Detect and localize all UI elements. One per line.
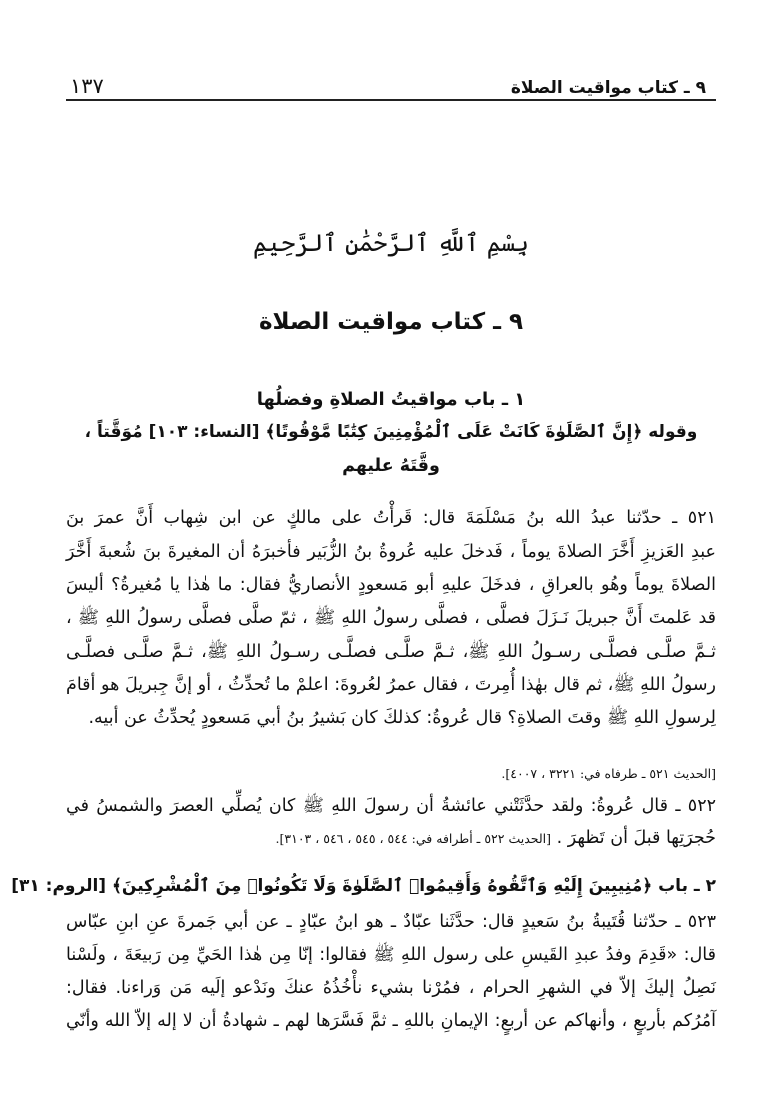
page-number: ١٣٧ (70, 74, 104, 98)
bab-2-heading: ٢ ـ باب ﴿مُنِيبِينَ إِلَيْهِ وَٱتَّقُوهُ وَأَقِيمُوا۟ ٱلصَّلَوٰةَ وَلَا تَكُونُوا۟ مِنَ ٱلْمُشْرِكِينَ﴾ [الروم: ٣١] (11, 876, 716, 896)
bab-heading: ١ ـ باب مواقيتُ الصلاةِ وفضلُها (256, 389, 526, 410)
bab-verse-line: وقوله ﴿إِنَّ ٱلصَّلَوٰةَ كَانَتْ عَلَى ٱلْمُؤْمِنِينَ كِتَٰبًا مَّوْقُوتًا﴾ [النساء: ١٠٣] مُوَقَّتاً ، (84, 422, 698, 442)
bab-verse-line: وقَّتَهُ عليهم (342, 456, 440, 476)
hadith-line: قد عَلمتَ أَنَّ جبريلَ نَـزَلَ فصلَّى ، فصلَّى رسولُ اللهِ ﷺ ، ثمّ صلَّى فصلَّى رسولُ اللهِ ﷺ ، (66, 608, 716, 628)
hadith-line: ٥٢٢ ـ قال عُروةُ: ولقد حدَّثَتْني عائشةُ أن رسولَ اللهِ ﷺ كان يُصلِّي العصرَ والشمسُ في (66, 796, 716, 816)
hadith-reference: [الحديث ٥٢١ ـ طرفاه في: ٣٢٢١ ، ٤٠٠٧]. (501, 766, 716, 781)
hadith-line: رسولُ اللهِ ﷺ، ثم قال بهٰذا أُمِرتَ ، فقال عمرُ لعُروةَ: اعلمْ ما تُحدِّثُ ، أو إنَّ جِبريلَ هو أقامَ (66, 675, 716, 695)
hadith-reference: [الحديث ٥٢٢ ـ أطرافه في: ٥٤٤ ، ٥٤٥ ، ٥٤٦ ، ٣١٠٣]. (275, 831, 551, 846)
book-title: ٩ ـ كتاب مواقيت الصلاة (258, 309, 523, 335)
hadith-line (66, 826, 716, 851)
hadith-line: لِرسولِ اللهِ ﷺ وقتَ الصلاةِ؟ قال عُروةُ: كذلكَ كان بَشيرُ بنُ أبي مَسعودٍ يُحدِّثُ عن أبيه. (88, 708, 716, 728)
header-rule (66, 99, 716, 101)
running-title: ٩ ـ كتاب مواقيت الصلاة (510, 78, 706, 98)
hadith-line: آمُرُكم بأربعٍ ، وأنهاكم عن أربعٍ: الإيمانِ باللهِ ـ ثمَّ فَسَّرَها لهم ـ شهادةُ أن لا إله إلاّ الله وأنّي (66, 1011, 716, 1031)
hadith-line: عبدِ العَزيزِ أَخَّرَ الصلاةَ يوماً ، فَدخلَ عليه عُروةُ بنُ الزُّبَير فأخبرَهُ أن المغيرةَ بنَ شُعبةَ أَخَّرَ (66, 542, 716, 562)
basmala: بِسْمِ ٱللَّهِ ٱلرَّحْمَٰنِ ٱلرَّحِيمِ (252, 229, 529, 257)
hadith-line: قال: «قَدِمَ وفدُ عبدِ القَيسِ على رسول اللهِ ﷺ فقالوا: إنّا مِن هٰذا الحَيِّ مِن رَبيعَةَ ، ولَسْنا (66, 945, 716, 965)
hadith-line: الصلاةَ يوماً وهُو بالعراقِ ، فدخَلَ عليهِ أبو مَسعودٍ الأنصاريُّ فقال: ما هٰذا يا مُغيرةُ؟ أليسَ (66, 575, 716, 595)
hadith-text: حُجرَتِها قبلَ أن تَظهرَ . (556, 828, 716, 848)
hadith-line: ٥٢١ ـ حدّثنا عبدُ الله بنُ مَسْلَمَةَ قال: قَرأْتُ على مالكٍ عن ابن شِهاب أَنَّ عمرَ بنَ (66, 508, 716, 528)
hadith-line: ثـمَّ صلَّـى فصلَّـى رسـولُ اللهِ ﷺ، ثـمَّ صلَّـى فصلَّـى رسـولُ اللهِ ﷺ، ثـمَّ صلَّـى فصلَّـى (66, 642, 716, 662)
hadith-line: ٥٢٣ ـ حدّثنا قُتَيبةُ بنُ سَعيدٍ قال: حدَّثَنا عبّادٌ ـ هو ابنُ عبّادٍ ـ عن أبي جَمرةَ عنِ ابنِ عبّاس (66, 912, 716, 932)
hadith-line: نَصِلُ إليكَ إلاّ في الشهرِ الحرام ، فمُرْنا بشيء نأْخُذُهُ عنكَ ونَدْعو إلَيه مَن وَراءنا. فقال: (66, 978, 716, 998)
